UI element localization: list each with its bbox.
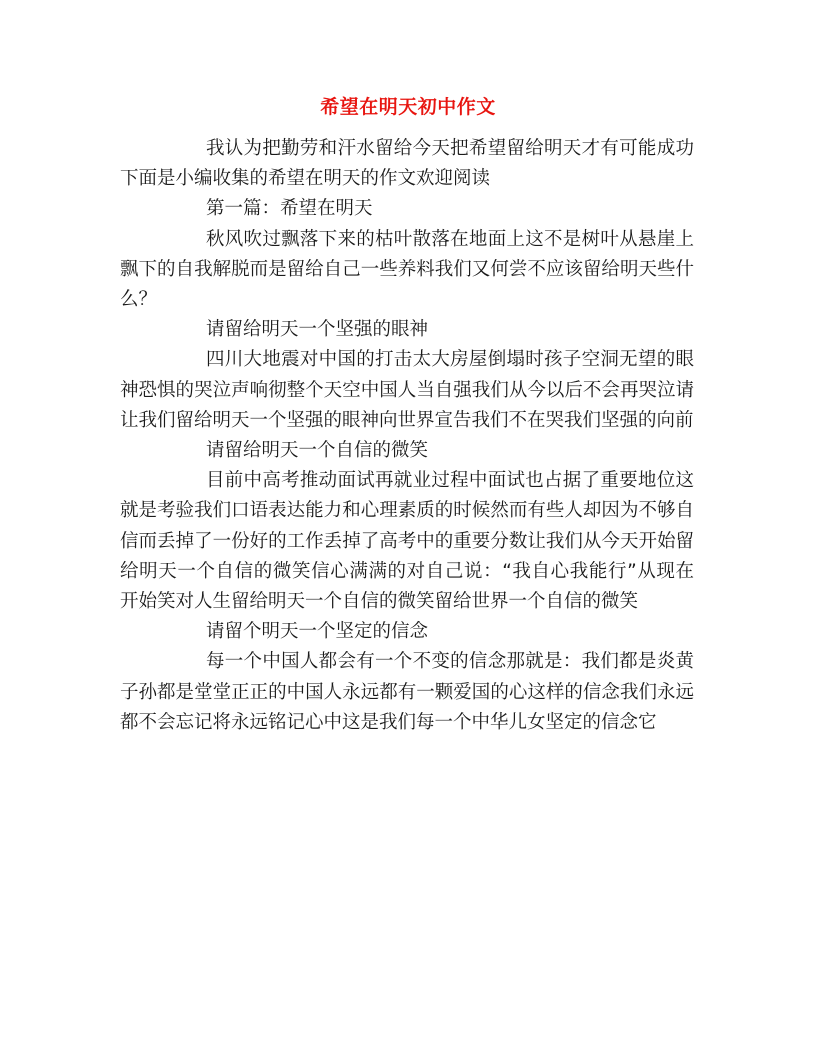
paragraph-section-heading: 第一篇：希望在明天 [206, 198, 373, 220]
document-title: 希望在明天初中作文 [320, 96, 496, 118]
paragraph-autumn-leaves: 秋风吹过飘落下来的枯叶散落在地面上这不是树叶从悬崖上飘下的自我解脱而是留给自己一些养料我们又何尝不应该留给明天些什么？ [120, 228, 694, 311]
paragraph-subheading-strong-gaze: 请留给明天一个坚强的眼神 [206, 319, 429, 341]
paragraph-earthquake: 四川大地震对中国的打击太大房屋倒塌时孩子空洞无望的眼神恐惧的哭泣声响彻整个天空中国人当自强我们从今以后不会再哭泣请让我们留给明天一个坚强的眼神向世界宣告我们不在哭我们坚强的向前 [120, 349, 694, 431]
paragraph-belief: 每一个中国人都会有一个不变的信念那就是：我们都是炎黄子孙都是堂堂正正的中国人永远都有一颗爱国的心这样的信念我们永远都不会忘记将永远铭记心中这是我们每一个中华儿女坚定的信念它 [120, 651, 694, 733]
document-body [120, 134, 694, 738]
paragraph-subheading-firm-belief: 请留个明天一个坚定的信念 [206, 621, 429, 643]
paragraph-intro: 我认为把勤劳和汗水留给今天把希望留给明天才有可能成功下面是小编收集的希望在明天的作文欢迎阅读 [120, 138, 694, 190]
paragraph-interview: 目前中高考推动面试再就业过程中面试也占据了重要地位这就是考验我们口语表达能力和心理素质的时候然而有些人却因为不够自信而丢掉了一份好的工作丢掉了高考中的重要分数让我们从今天开始留给明天一个自信的微笑信心满满的对自己说：“我自心我能行”从现在开始笑对人生留给明天一个自信的微笑留给世界一个自信的微笑 [120, 470, 694, 613]
paragraph-subheading-confident-smile: 请留给明天一个自信的微笑 [206, 440, 429, 462]
